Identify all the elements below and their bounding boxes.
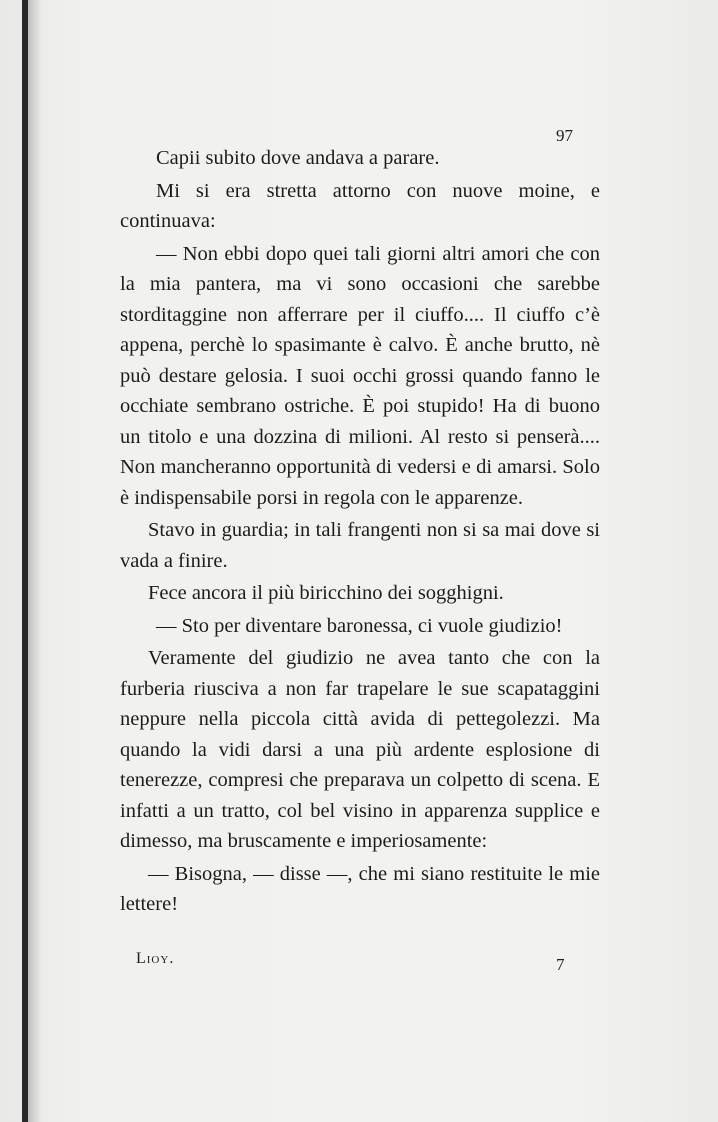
page-number: 97 [556,126,573,145]
paragraph: Mi si era stretta attorno con nuove moine, e continuava: [120,179,600,232]
body-text [120,143,600,922]
paragraph: — Non ebbi dopo quei tali giorni altri amori che con la mia pantera, ma vi sono occasioni che sarebbe storditaggine non afferrare per il ciuffo.... Il ciuffo c’è appena, perchè lo spasimante è calvo. È anche brutto, nè può destare gelosia. I suoi occhi grossi quando fanno le occhiate sembrano ostriche. È poi stupido! Ha di buono un titolo e una dozzina di milioni. Al resto si penserà.... Non mancheranno opportunità di vedersi e di amarsi. Solo è indispensabile porsi in regola con le apparenze. [120,242,600,509]
paragraph: — Bisogna, — disse —, che mi siano restituite le mie lettere! [120,862,600,915]
signature-mark: 7 [556,955,565,974]
paragraph: — Sto per diventare baronessa, ci vuole giudizio! [156,614,563,637]
paragraph: Capii subito dove andava a parare. [156,147,440,169]
footer-author: Lioy. [136,950,175,967]
paragraph: Stavo in guardia; in tali frangenti non si sa mai dove si vada a finire. [120,519,600,572]
binding-shadow [28,0,42,1122]
paragraph: Fece ancora il più biricchino dei sogghigni. [148,582,504,604]
paragraph: Veramente del giudizio ne avea tanto che con la furberia riusciva a non far trapelare le sue scapataggini neppure nella piccola città avida di pettegolezzi. Ma quando la vidi darsi a una più ardente esplosione di tenerezze, compresi che preparava un colpetto di scena. E infatti a un tratto, col bel visino in apparenza supplice e dimesso, ma bruscamente e imperiosamente: [120,647,600,852]
